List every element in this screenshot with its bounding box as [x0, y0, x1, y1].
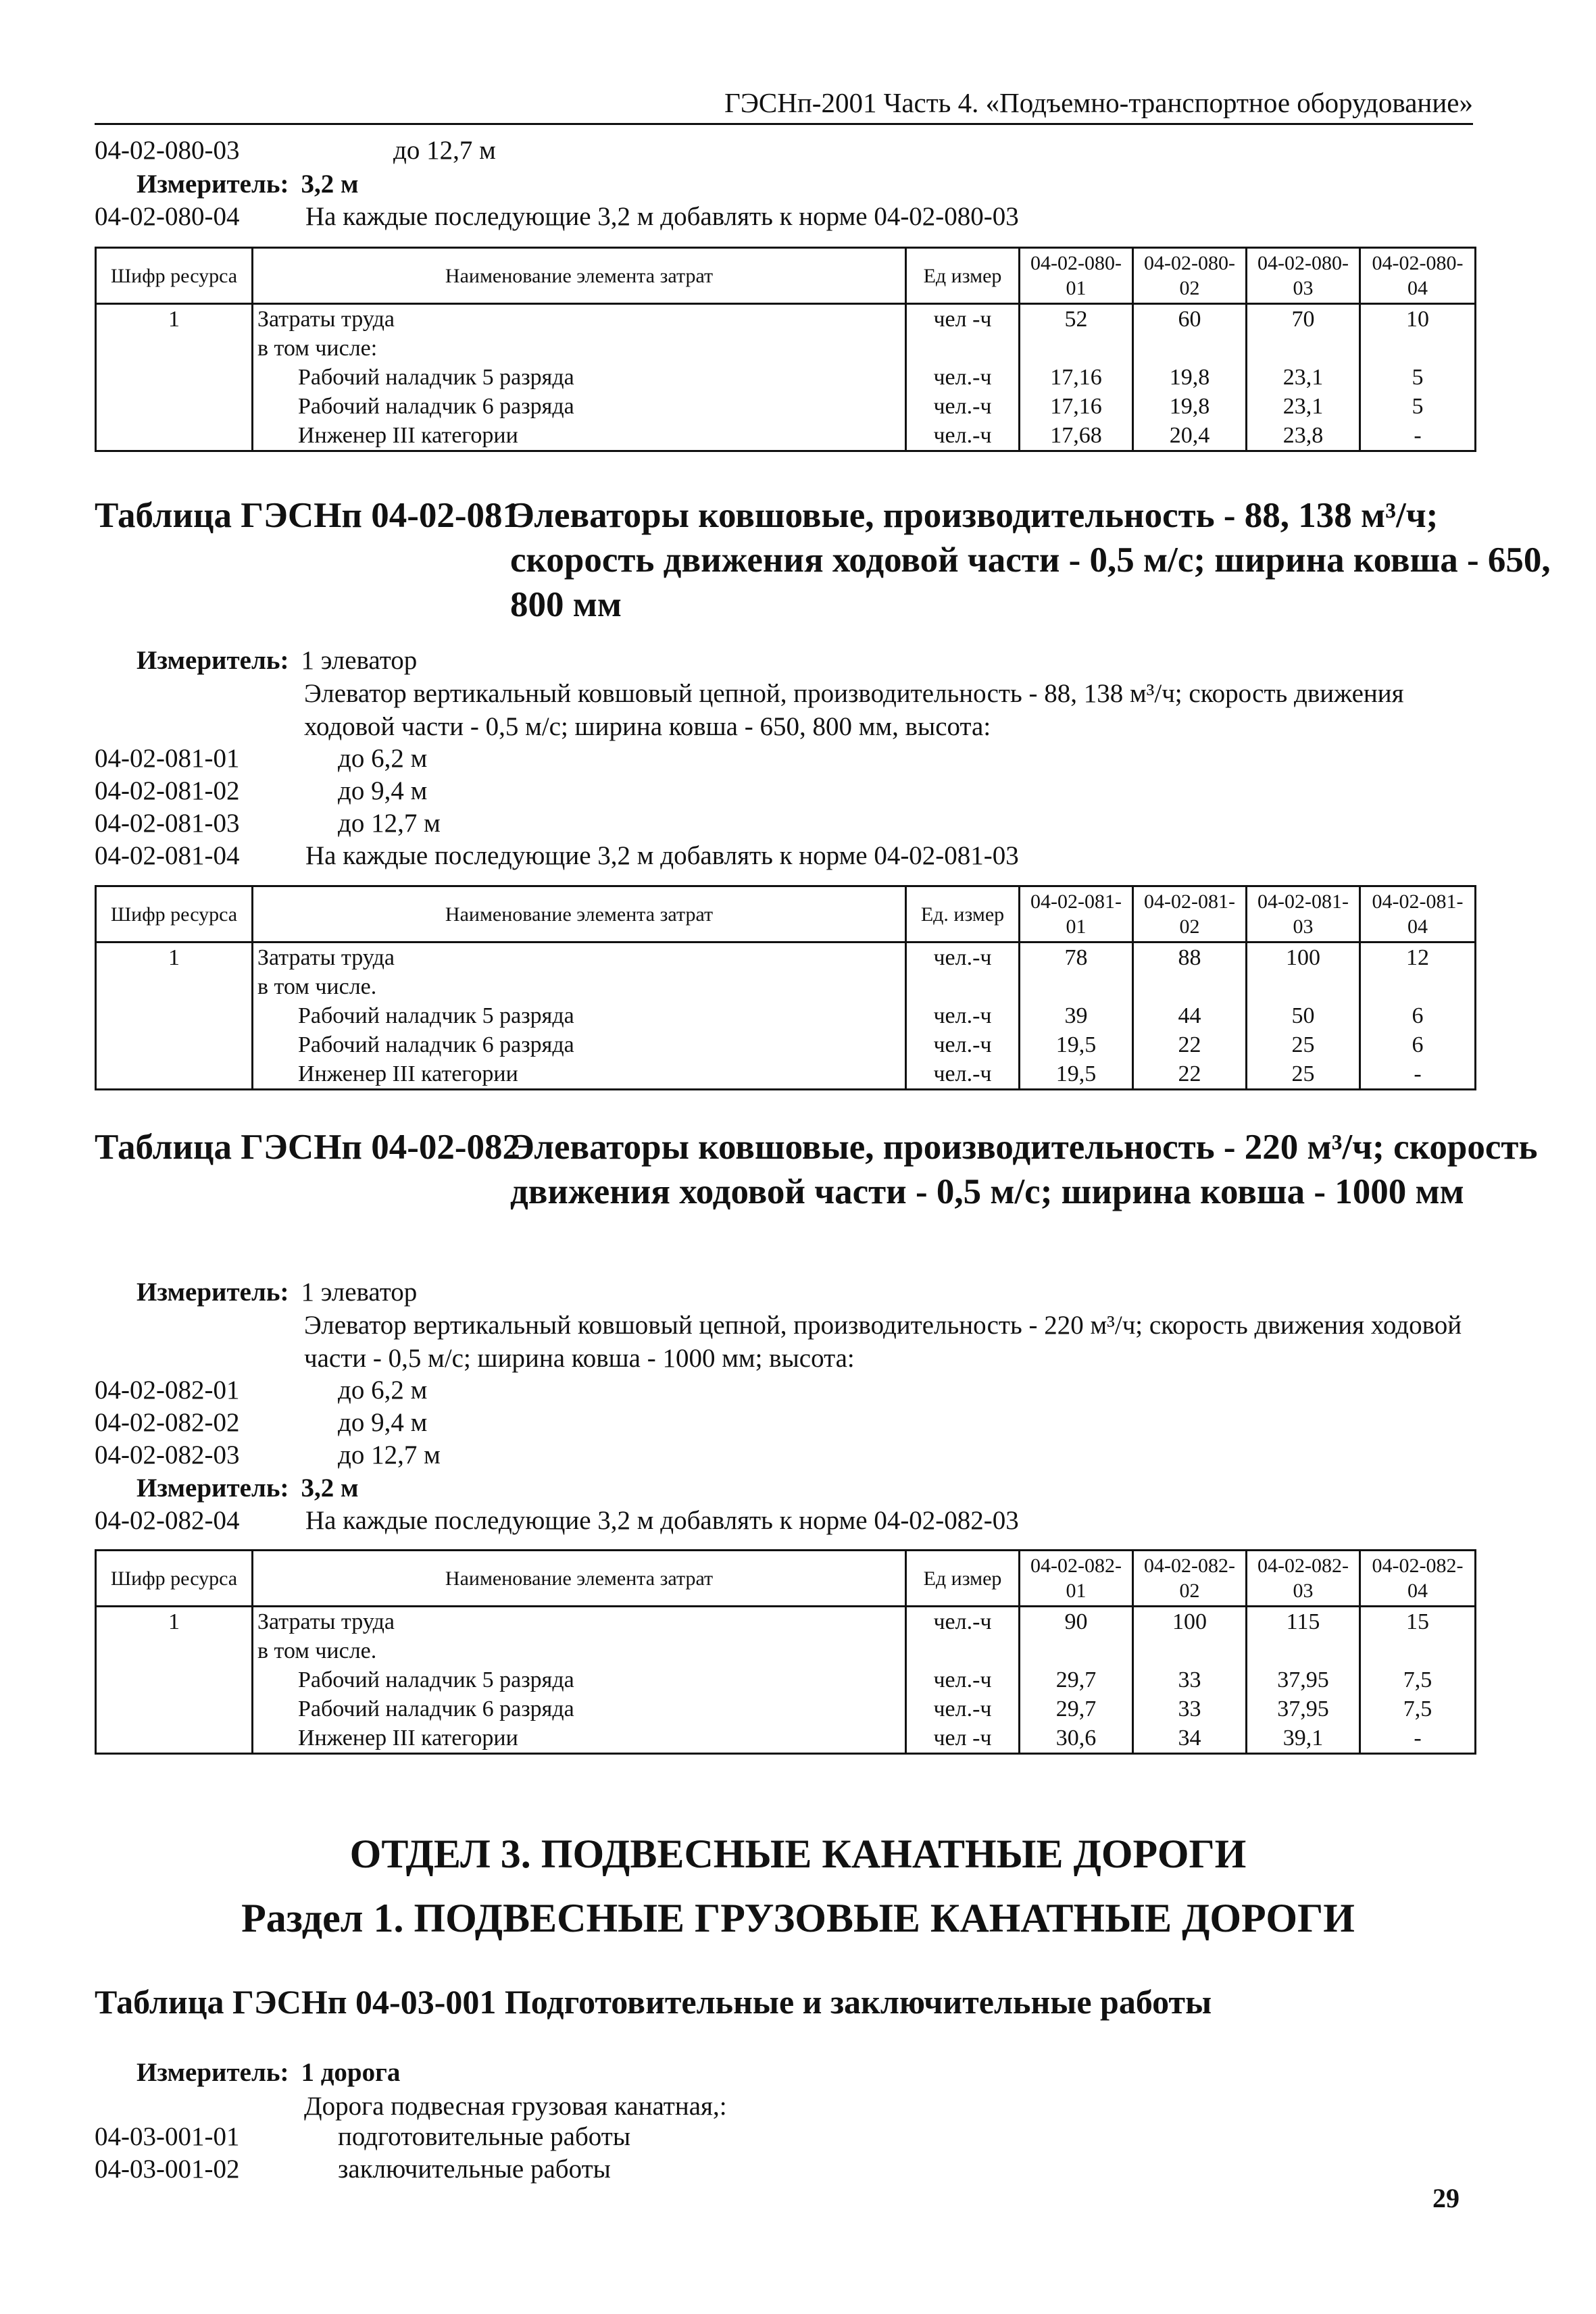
col-resource-code: Шифр ресурса	[96, 886, 253, 942]
norm-item	[95, 1375, 427, 1406]
value: -	[1414, 1726, 1422, 1751]
norm-item	[95, 776, 427, 807]
cost-element-name: Инженер III категории	[298, 423, 518, 448]
cost-element-name: Рабочий наладчик 6 разряда	[298, 1696, 574, 1721]
table-row	[96, 942, 1476, 1090]
department-title: ОТДЕЛ 3. ПОДВЕСНЫЕ КАНАТНЫЕ ДОРОГИ	[349, 1832, 1247, 1876]
norm-text: до 9,4 м	[338, 776, 428, 805]
value: 19,5	[1055, 1061, 1097, 1086]
measure-label: Измеритель:	[136, 1278, 289, 1307]
norm-code: 04-02-080-04	[95, 202, 240, 231]
norm-code: 04-02-082-04	[95, 1506, 240, 1535]
value: 39	[1064, 1003, 1088, 1028]
measure-label: Измеритель:	[136, 1474, 289, 1503]
col-norm: 04-02-081-03	[1247, 886, 1360, 942]
norm-item	[95, 840, 1019, 872]
norm-item	[95, 808, 441, 839]
value: 50	[1291, 1003, 1315, 1028]
norm-code: 04-02-080-03	[95, 136, 240, 165]
measure	[136, 2057, 400, 2088]
value: 30,6	[1055, 1726, 1097, 1751]
norm-code: 04-02-081-02	[95, 776, 240, 805]
value-cell	[1247, 942, 1360, 1090]
value: 33	[1178, 1696, 1201, 1721]
unit-cell	[906, 942, 1020, 1090]
value: 7,5	[1403, 1696, 1432, 1721]
norm-description: Элеватор вертикальный ковшовый цепной, производительность - 88, 138 м³/ч; скорость движения ходовой части - 0,5 м/с; ширина ковша - 650, 800 мм, высота:	[304, 679, 1404, 741]
table-row	[96, 304, 1476, 451]
value-cell	[1020, 942, 1133, 1090]
norm-text: На каждые последующие 3,2 м добавлять к норме 04-02-080-03	[305, 202, 1019, 231]
value: 70	[1291, 307, 1315, 332]
norm-code: 04-03-001-01	[95, 2122, 240, 2151]
value-cell	[1133, 1607, 1247, 1754]
norm-text: до 12,7 м	[393, 136, 496, 165]
value: 17,16	[1050, 365, 1102, 390]
value: 34	[1178, 1726, 1201, 1751]
unit-value: чел.-ч	[933, 1667, 992, 1692]
unit-value: чел.-ч	[933, 1003, 992, 1028]
measure-value: 1 элеватор	[301, 1278, 418, 1307]
measure-value: 3,2 м	[301, 1474, 359, 1503]
page-number: 29	[1432, 2183, 1460, 2213]
unit-value: чел -ч	[933, 307, 992, 332]
norm-item	[95, 743, 427, 774]
unit-cell	[906, 304, 1020, 451]
value: -	[1414, 1061, 1422, 1086]
col-norm: 04-02-082-03	[1247, 1551, 1360, 1607]
table-header-row	[96, 1551, 1476, 1607]
unit-value: чел.-ч	[933, 365, 992, 390]
col-norm: 04-02-080-02	[1133, 248, 1247, 304]
resource-code-cell	[96, 942, 253, 1090]
resource-code-cell	[96, 304, 253, 451]
measure	[136, 645, 417, 676]
norm-item	[95, 2154, 611, 2185]
cost-element-name: Затраты труда	[257, 307, 395, 332]
col-cost-element: Наименование элемента затрат	[253, 1551, 906, 1607]
value: 52	[1064, 307, 1088, 332]
resource-code: 1	[168, 307, 180, 332]
unit-value: чел.-ч	[933, 423, 992, 448]
cost-element-name: в том числе:	[257, 336, 378, 361]
value: 29,7	[1055, 1667, 1097, 1692]
unit-value: чел.-ч	[933, 394, 992, 419]
cost-element-name: Затраты труда	[257, 945, 395, 970]
value: 23,8	[1282, 423, 1324, 448]
measure	[136, 169, 359, 199]
norm-text: На каждые последующие 3,2 м добавлять к норме 04-02-082-03	[305, 1506, 1019, 1535]
norm-text: до 6,2 м	[338, 744, 428, 773]
col-resource-code: Шифр ресурса	[96, 1551, 253, 1607]
norm-code: 04-02-081-01	[95, 744, 240, 773]
unit-value	[911, 334, 1014, 363]
measure-label: Измеритель:	[136, 170, 289, 199]
value: 10	[1406, 307, 1429, 332]
value: 115	[1286, 1609, 1320, 1634]
col-norm: 04-02-082-01	[1020, 1551, 1133, 1607]
value: 6	[1412, 1003, 1424, 1028]
unit-value: чел -ч	[933, 1726, 992, 1751]
cost-element-name: Рабочий наладчик 6 разряда	[298, 1032, 574, 1057]
value: 20,4	[1169, 423, 1210, 448]
measure	[136, 1473, 359, 1503]
cost-element-name: Рабочий наладчик 5 разряда	[298, 1003, 574, 1028]
value: 78	[1064, 945, 1088, 970]
unit-value: чел.-ч	[933, 1609, 992, 1634]
norm-text: На каждые последующие 3,2 м добавлять к норме 04-02-081-03	[305, 841, 1019, 870]
col-unit: Ед измер	[906, 1551, 1020, 1607]
value: 60	[1178, 307, 1201, 332]
cost-element-name: в том числе.	[257, 1638, 377, 1663]
measure-value: 1 дорога	[301, 2058, 401, 2087]
cost-element-name: в том числе.	[257, 974, 377, 999]
norm-item	[95, 1505, 1019, 1536]
cost-element-name: Рабочий наладчик 5 разряда	[298, 1667, 574, 1692]
value-cell	[1020, 1607, 1133, 1754]
table-heading	[95, 1125, 1538, 1260]
value: 19,8	[1169, 394, 1210, 419]
value-cell	[1360, 1607, 1476, 1754]
unit-value	[911, 1636, 1014, 1665]
resource-code: 1	[168, 945, 180, 970]
value: 25	[1291, 1032, 1315, 1057]
col-norm: 04-02-080-03	[1247, 248, 1360, 304]
value: 39,1	[1282, 1726, 1324, 1751]
value: 44	[1178, 1003, 1201, 1028]
col-unit: Ед измер	[906, 248, 1020, 304]
col-norm: 04-02-082-04	[1360, 1551, 1476, 1607]
value: 17,16	[1050, 394, 1102, 419]
norm-code: 04-02-082-01	[95, 1376, 240, 1405]
cost-element-name: Инженер III категории	[298, 1061, 518, 1086]
cost-element-cell	[253, 942, 906, 1090]
value-cell	[1247, 304, 1360, 451]
value: 25	[1291, 1061, 1315, 1086]
norm-item	[95, 1440, 441, 1471]
cost-element-name: Рабочий наладчик 5 разряда	[298, 365, 574, 390]
unit-value: чел.-ч	[933, 945, 992, 970]
value-cell	[1020, 304, 1133, 451]
value: 90	[1064, 1609, 1088, 1634]
table-heading-title: Элеваторы ковшовые, производительность - 88, 138 м³/ч; скорость движения ходовой части - 0,5 м/с; ширина ковша - 650, 800 мм	[510, 496, 1551, 624]
value: 22	[1178, 1032, 1201, 1057]
measure-value: 3,2 м	[301, 170, 359, 199]
value-cell	[1360, 942, 1476, 1090]
col-norm: 04-02-081-02	[1133, 886, 1247, 942]
norm-text: до 12,7 м	[338, 809, 441, 838]
value: 37,95	[1277, 1696, 1329, 1721]
norm-code: 04-02-082-02	[95, 1408, 240, 1437]
value: 29,7	[1055, 1696, 1097, 1721]
value: 19,5	[1055, 1032, 1097, 1057]
table-heading-number: Таблица ГЭСНп 04-02-081	[95, 496, 521, 535]
measure-label: Измеритель:	[136, 646, 289, 675]
value: -	[1414, 423, 1422, 448]
value: 15	[1406, 1609, 1429, 1634]
running-header: ГЭСНп-2001 Часть 4. «Подъемно-транспортное оборудование»	[95, 86, 1473, 125]
value: 5	[1412, 394, 1424, 419]
value: 5	[1412, 365, 1424, 390]
cost-element-name: Рабочий наладчик 6 разряда	[298, 394, 574, 419]
unit-value: чел.-ч	[933, 1696, 992, 1721]
value: 23,1	[1282, 365, 1324, 390]
cost-element-name: Инженер III категории	[298, 1726, 518, 1751]
norm-text: до 12,7 м	[338, 1440, 441, 1469]
norm-text: заключительные работы	[338, 2155, 611, 2184]
norm-code: 04-02-081-03	[95, 809, 240, 838]
table-row	[96, 1607, 1476, 1754]
cost-element-name: Затраты труда	[257, 1609, 395, 1634]
value: 22	[1178, 1061, 1201, 1086]
value: 12	[1406, 945, 1429, 970]
col-cost-element: Наименование элемента затрат	[253, 248, 906, 304]
norm-table	[95, 1549, 1476, 1755]
value: 6	[1412, 1032, 1424, 1057]
norm-item	[95, 2121, 630, 2153]
measure-label: Измеритель:	[136, 2058, 289, 2087]
col-norm: 04-02-080-01	[1020, 248, 1133, 304]
measure	[136, 1277, 417, 1307]
col-norm: 04-02-080-04	[1360, 248, 1476, 304]
norm-description: Дорога подвесная грузовая канатная,:	[304, 2092, 727, 2121]
norm-code: 04-03-001-02	[95, 2155, 240, 2184]
unit-cell	[906, 1607, 1020, 1754]
value: 100	[1286, 945, 1320, 970]
table-heading-number: Таблица ГЭСНп 04-02-082	[95, 1128, 521, 1167]
value: 33	[1178, 1667, 1201, 1692]
resource-code: 1	[168, 1609, 180, 1634]
value-cell	[1360, 304, 1476, 451]
value: 100	[1172, 1609, 1207, 1634]
norm-table	[95, 247, 1476, 452]
norm-text: до 9,4 м	[338, 1408, 428, 1437]
value: 19,8	[1169, 365, 1210, 390]
value-cell	[1247, 1607, 1360, 1754]
table-header-row	[96, 886, 1476, 942]
norm-item	[95, 201, 1019, 232]
norm-item	[95, 1407, 427, 1438]
norm-item	[95, 135, 496, 166]
unit-value: чел.-ч	[933, 1061, 992, 1086]
norm-description: Элеватор вертикальный ковшовый цепной, производительность - 220 м³/ч; скорость движения ходовой части - 0,5 м/с; ширина ковша - 1000 мм; высота:	[304, 1311, 1462, 1373]
col-cost-element: Наименование элемента затрат	[253, 886, 906, 942]
norm-text: подготовительные работы	[338, 2122, 631, 2151]
col-unit: Ед. измер	[906, 886, 1020, 942]
value: 17,68	[1050, 423, 1102, 448]
norm-table	[95, 885, 1476, 1090]
cost-element-cell	[253, 304, 906, 451]
value-cell	[1133, 304, 1247, 451]
table-heading-title: Таблица ГЭСНп 04-03-001 Подготовительные и заключительные работы	[95, 1983, 1212, 2021]
measure-value: 1 элеватор	[301, 646, 418, 675]
table-heading-title: Элеваторы ковшовые, производительность - 220 м³/ч; скорость движения ходовой части - 0,5 м/с; ширина ковша - 1000 мм	[510, 1128, 1538, 1211]
value-cell	[1133, 942, 1247, 1090]
resource-code-cell	[96, 1607, 253, 1754]
section-title: Раздел 1. ПОДВЕСНЫЕ ГРУЗОВЫЕ КАНАТНЫЕ ДОРОГИ	[241, 1896, 1355, 1940]
table-header-row	[96, 248, 1476, 304]
col-norm: 04-02-082-02	[1133, 1551, 1247, 1607]
unit-value: чел.-ч	[933, 1032, 992, 1057]
col-resource-code: Шифр ресурса	[96, 248, 253, 304]
col-norm: 04-02-081-01	[1020, 886, 1133, 942]
col-norm: 04-02-081-04	[1360, 886, 1476, 942]
value: 37,95	[1277, 1667, 1329, 1692]
table-heading	[95, 493, 1551, 628]
value: 7,5	[1403, 1667, 1432, 1692]
norm-code: 04-02-081-04	[95, 841, 240, 870]
cost-element-cell	[253, 1607, 906, 1754]
value: 88	[1178, 945, 1201, 970]
value: 23,1	[1282, 394, 1324, 419]
unit-value	[911, 972, 1014, 1001]
norm-text: до 6,2 м	[338, 1376, 428, 1405]
norm-code: 04-02-082-03	[95, 1440, 240, 1469]
